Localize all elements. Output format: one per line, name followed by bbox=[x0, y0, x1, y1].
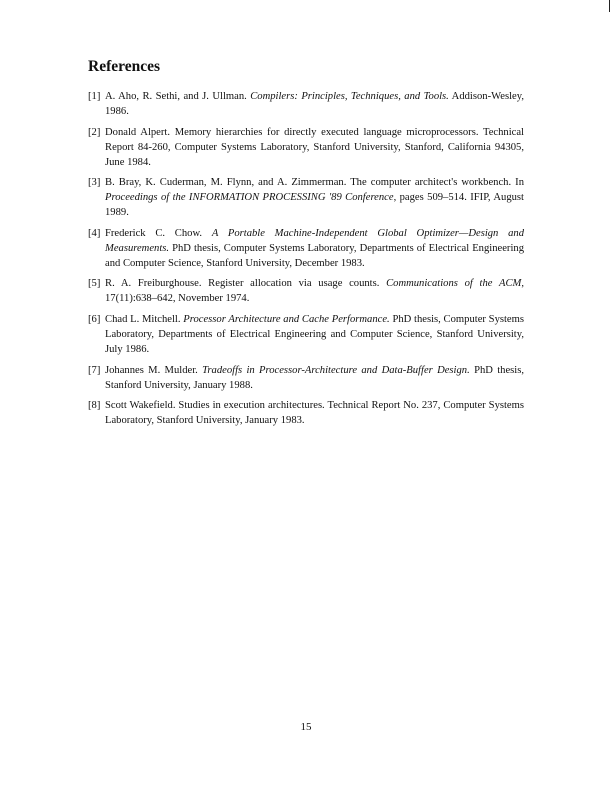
reference-text bbox=[105, 89, 524, 119]
page-number: 15 bbox=[300, 721, 312, 733]
reference-text bbox=[105, 226, 524, 271]
reference-authors: R. A. Freiburghouse. Register allocation via usage counts. bbox=[105, 278, 387, 290]
reference-item bbox=[88, 398, 524, 428]
reference-details: , pages 509–514. IFIP, August 1989. bbox=[105, 192, 524, 219]
reference-number: [8] bbox=[88, 400, 101, 412]
reference-number: [6] bbox=[88, 313, 101, 325]
reference-details: PhD thesis, Stanford University, January 1988. bbox=[105, 364, 524, 391]
reference-authors: Donald Alpert. Memory hierarchies for directly executed language microprocessors. Technical Report 84-260, Computer Systems Laboratory, Stanford University, Stanford, California 94305, June 1984. bbox=[105, 126, 524, 168]
reference-authors: Chad L. Mitchell. bbox=[105, 313, 184, 325]
reference-item bbox=[88, 89, 524, 119]
reference-details: , 17(11):638–642, November 1974. bbox=[105, 278, 524, 305]
reference-text bbox=[105, 276, 524, 306]
reference-text bbox=[105, 175, 524, 220]
reference-title: Communications of the ACM bbox=[386, 278, 522, 290]
reference-list bbox=[88, 89, 524, 434]
reference-item bbox=[88, 312, 524, 357]
reference-title: Tradeoffs in Processor-Architecture and Data-Buffer Design. bbox=[202, 364, 470, 376]
reference-number: [1] bbox=[88, 91, 101, 102]
reference-text bbox=[105, 125, 524, 170]
reference-title: Proceedings of the INFORMATION PROCESSING '89 Conference bbox=[105, 192, 394, 204]
reference-number: [4] bbox=[88, 227, 101, 239]
reference-text bbox=[105, 312, 524, 357]
section-heading: References bbox=[88, 58, 161, 75]
reference-authors: B. Bray, K. Cuderman, M. Flynn, and A. Zimmerman. The computer architect's workbench. In bbox=[105, 177, 524, 189]
reference-number: [5] bbox=[88, 278, 101, 290]
reference-number: [7] bbox=[88, 364, 101, 376]
reference-details: PhD thesis, Computer Systems Laboratory, Departments of Electrical Engineering and Computer Science, Stanford University, December 1983. bbox=[105, 242, 524, 269]
reference-item bbox=[88, 276, 524, 306]
reference-authors: Scott Wakefield. Studies in execution architectures. Technical Report No. 237, Computer Systems Laboratory, Stanford University, January 1983. bbox=[105, 400, 524, 427]
reference-authors: Johannes M. Mulder. bbox=[105, 364, 203, 376]
reference-number: [3] bbox=[88, 177, 101, 189]
reference-title: A Portable Machine-Independent Global Optimizer—Design and Measurements. bbox=[105, 227, 524, 254]
reference-item bbox=[88, 125, 524, 170]
scan-edge-mark bbox=[609, 0, 610, 12]
reference-details: Addison-Wesley, 1986. bbox=[105, 91, 524, 117]
reference-item bbox=[88, 226, 524, 271]
reference-number: [2] bbox=[88, 126, 101, 138]
reference-text bbox=[105, 398, 524, 428]
reference-item bbox=[88, 363, 524, 393]
reference-title: Processor Architecture and Cache Performance. bbox=[183, 313, 390, 325]
reference-item bbox=[88, 175, 524, 220]
reference-authors: Frederick C. Chow. bbox=[105, 227, 212, 239]
reference-authors: A. Aho, R. Sethi, and J. Ullman. bbox=[105, 91, 251, 102]
reference-title: Compilers: Principles, Techniques, and Tools. bbox=[250, 91, 449, 102]
reference-details: PhD thesis, Computer Systems Laboratory, Departments of Electrical Engineering and Computer Science, Stanford University, July 1986. bbox=[105, 313, 524, 355]
reference-text bbox=[105, 363, 524, 393]
